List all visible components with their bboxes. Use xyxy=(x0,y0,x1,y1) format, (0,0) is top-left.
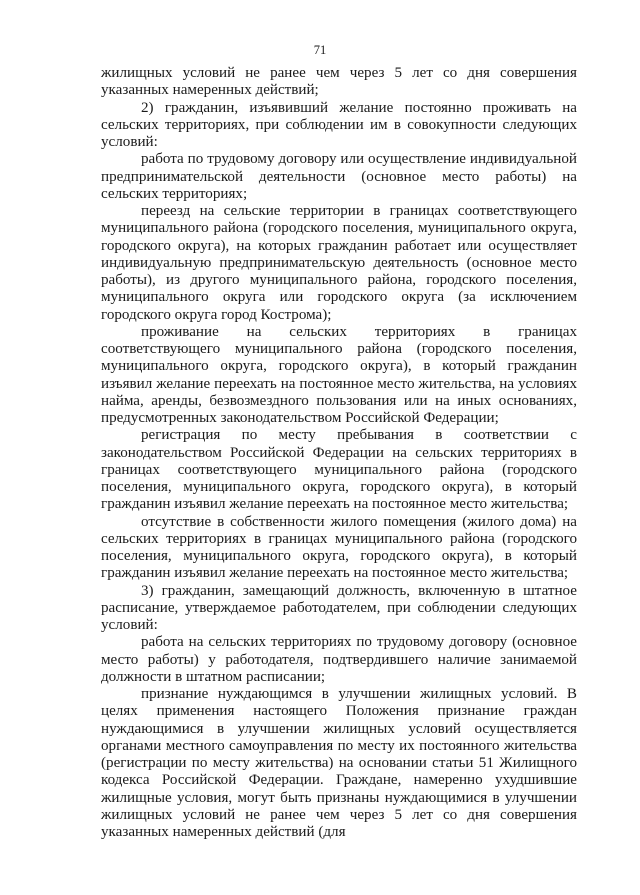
page-number: 71 xyxy=(313,43,327,57)
paragraph-condition-registration: регистрация по месту пребывания в соответствии с законодательством Российской Федерации на сельских территориях в границах соответствующего муниципального района (городского поселения, муниципального округа, городского округа), в который гражданин изъявил желание переехать на постоянное место жительства; xyxy=(101,427,577,513)
document-body xyxy=(101,65,577,841)
paragraph-item-2: 2) гражданин, изъявивший желание постоянно проживать на сельских территориях, при соблюдении им в совокупности следующих условий: xyxy=(101,99,577,150)
paragraph-condition-no-property: отсутствие в собственности жилого помещения (жилого дома) на сельских территориях в границах муниципального района (городского поселения, муниципального округа, городского округа), в который гражданин изъявил желание переехать на постоянное место жительства; xyxy=(101,513,577,582)
paragraph-item-3: 3) гражданин, замещающий должность, включенную в штатное расписание, утверждаемое работодателем, при соблюдении следующих условий: xyxy=(101,582,577,633)
paragraph-condition-housing-need: признание нуждающимся в улучшении жилищных условий. В целях применения настоящего Положения признание граждан нуждающимися в улучшении жилищных условий осуществляется органами местного самоуправления по месту их постоянного жительства (регистрации по месту жительства) на основании статьи 51 Жилищного кодекса Российской Федерации. Граждане, намеренно ухудшившие жилищные условия, могут быть признаны нуждающимися в улучшении жилищных условий не ранее чем через 5 лет со дня совершения указанных намеренных действий (для xyxy=(101,686,577,840)
paragraph-condition-relocation: переезд на сельские территории в границах соответствующего муниципального района (городского поселения, муниципального округа, городского округа), на которых гражданин работает или осуществляет индивидуальную предпринимательскую деятельность (основное место работы), из другого муниципального района, городского поселения, муниципального округа или городского округа (за исключением городского округа город Кострома); xyxy=(101,203,577,323)
paragraph-condition-residence: проживание на сельских территориях в границах соответствующего муниципального района (городского поселения, муниципального округа, городского округа), в который гражданин изъявил желание переехать на постоянное место жительства, на условиях найма, аренды, безвозмездного пользования или на иных основаниях, предусмотренных законодательством Российской Федерации; xyxy=(101,323,577,426)
paragraph-condition-work-contract: работа на сельских территориях по трудовому договору (основное место работы) у работодателя, подтвердившего наличие занимаемой должности в штатном расписании; xyxy=(101,634,577,685)
paragraph-condition-employment: работа по трудовому договору или осуществление индивидуальной предпринимательской деятельности (основное место работы) на сельских территориях; xyxy=(101,151,577,202)
paragraph-continuation: жилищных условий не ранее чем через 5 лет со дня совершения указанных намеренных действий; xyxy=(101,65,577,99)
